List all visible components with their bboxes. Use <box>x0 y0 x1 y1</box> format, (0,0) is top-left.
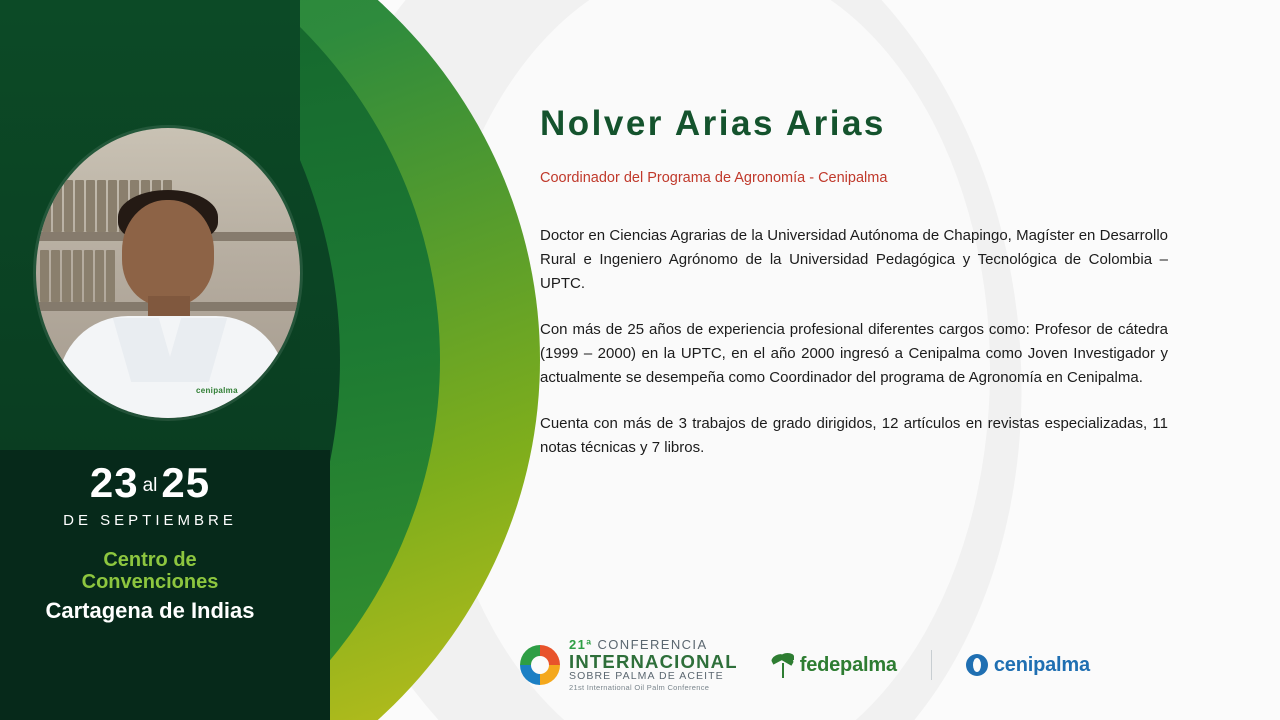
fedepalma-label: fedepalma <box>799 653 897 676</box>
footer-logos <box>520 638 1090 692</box>
speaker-bio-paragraph: Doctor en Ciencias Agrarias de la Universidad Autónoma de Chapingo, Magíster en Desarrollo Rural e Ingeniero Agrónomo de la Universidad Pedagógica y Tecnológica de Colombia – UPTC. <box>540 227 1168 292</box>
conference-line1-rest: CONFERENCIA <box>597 637 708 653</box>
event-dates <box>0 459 300 506</box>
speaker-content <box>540 104 1168 460</box>
speaker-bio <box>540 224 1168 460</box>
logo-divider <box>931 650 932 680</box>
conference-line2: INTERNACIONAL <box>569 650 738 672</box>
speaker-bio-paragraph: Con más de 25 años de experiencia profesional diferentes cargos como: Profesor de cátedra (1999 – 2000) en la UPTC, en el año 2000 ingresó a Cenipalma como Joven Investigador y actualmente se desempeña como Coordinador del programa de Agronomía en Cenipalma. <box>540 321 1168 386</box>
palm-tree-icon <box>772 652 794 678</box>
speaker-photo <box>36 128 300 418</box>
speaker-role: Coordinador del Programa de Agronomía - Cenipalma <box>540 170 888 186</box>
person-head <box>122 200 214 306</box>
conference-mark-icon <box>520 645 560 685</box>
cenipalma-mark-icon <box>966 654 988 676</box>
event-venue-line1: Centro de <box>103 549 197 571</box>
event-venue-line2: Convenciones <box>81 571 219 593</box>
cenipalma-label: cenipalma <box>993 653 1090 676</box>
event-day-connector: al <box>142 475 158 496</box>
event-day-end: 25 <box>161 459 211 506</box>
conference-line1 <box>569 638 738 652</box>
conference-logo <box>520 638 738 692</box>
bookshelf-books-middle <box>40 250 115 302</box>
conference-edition: 21ª <box>569 637 593 653</box>
event-venue-name <box>0 549 300 593</box>
conference-line3: SOBRE PALMA DE ACEITE <box>569 670 724 683</box>
shirt-logo-cenipalma: cenipalma <box>196 386 238 395</box>
event-venue-city: Cartagena de Indias <box>45 598 255 623</box>
speaker-photo-image <box>36 128 300 418</box>
event-day-start: 23 <box>89 459 139 506</box>
fedepalma-logo <box>772 652 897 678</box>
speaker-name: Nolver Arias Arias <box>540 104 886 143</box>
cenipalma-logo <box>966 654 1090 677</box>
event-month: DE SEPTIEMBRE <box>63 512 237 529</box>
speaker-bio-paragraph: Cuenta con más de 3 trabajos de grado dirigidos, 12 artículos en revistas especializadas, 11 notas técnicas y 7 libros. <box>540 415 1168 456</box>
event-date-block <box>0 459 300 624</box>
conference-logo-text <box>569 638 738 692</box>
conference-line4: 21st International Oil Palm Conference <box>569 683 710 693</box>
